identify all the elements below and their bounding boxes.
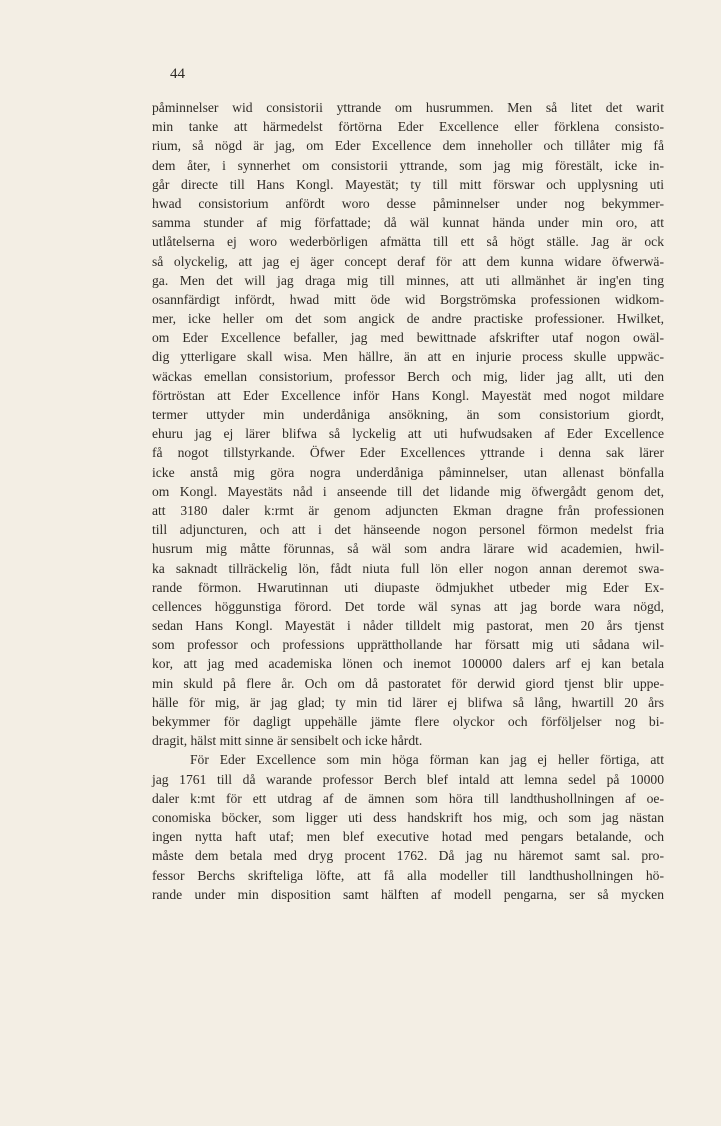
text-line: husrum mig måtte förunnas, så wäl som andra lärare wid academien, hwil- bbox=[152, 541, 664, 557]
text-line: som professor och professions upprätthollande har försatt mig uti sådana wil- bbox=[152, 637, 664, 653]
text-line: hwad consistorium anfördt woro desse påminnelser under nog bekymmer- bbox=[152, 195, 664, 211]
text-line: ingen nytta haft utaf; men blef executive hotad med pengars betalande, och bbox=[152, 829, 664, 845]
text-line: sedan Hans Kongl. Mayestät i nåder tilldelt mig pastorat, men 20 års tjenst bbox=[152, 618, 664, 634]
paragraph bbox=[152, 750, 664, 904]
text-line: cellences höggunstiga förord. Det torde wäl synas att jag borde wara nögd, bbox=[152, 598, 664, 614]
text-line: fessor Berchs skrifteliga löfte, att få alla modeller till landthushollningen hö- bbox=[152, 867, 664, 883]
text-line: rium, så nögd är jag, om Eder Excellence dem inneholler och tillåter mig få bbox=[152, 138, 664, 154]
text-line: ka saknadt tillräckelig lön, fådt niuta full lön eller nogon annan deremot swa- bbox=[152, 560, 664, 576]
text-line: måste dem betala med dryg procent 1762. Då jag nu häremot samt sal. pro- bbox=[152, 848, 664, 864]
text-line: påminnelser wid consistorii yttrande om husrummen. Men så litet det warit bbox=[152, 100, 664, 115]
text-line: bekymmer för dagligt uppehälle jämte flere olyckor och förföljelser nog bi- bbox=[152, 714, 664, 729]
text-line: osannfärdigt infördt, hwad mitt öde wid Borgströmska professionen widkom- bbox=[152, 291, 664, 307]
text-line: dem åter, i synnerhet om consistorii yttrande, som jag mig förestält, icke in- bbox=[152, 157, 664, 173]
text-line: dragit, hälst mitt sinne är sensibelt och icke hårdt. bbox=[152, 733, 423, 749]
text-line: kor, att jag med academiska lönen och inemot 100000 dalers arf ej kan betala bbox=[152, 656, 664, 672]
text-line: rande förmon. Hwarutinnan uti diupaste ödmjukhet utbeder mig Eder Ex- bbox=[152, 579, 664, 595]
text-line: daler k:mt för ett utdrag af de ämnen som höra till landthushollningen af oe- bbox=[152, 790, 664, 806]
paragraph bbox=[152, 98, 664, 750]
text-line: samma stunder af mig författade; då wäl kunnat hända under min oro, att bbox=[152, 215, 664, 231]
text-line: ga. Men det will jag draga mig till minnes, att uti allmänhet är ing'en ting bbox=[152, 272, 664, 288]
text-line: förtröstan att Eder Excellence inför Hans Kongl. Mayestät med nogot mildare bbox=[152, 387, 664, 403]
text-line: till adjuncturen, och att i det hänseende nogon personel förmon medelst fria bbox=[152, 522, 664, 538]
text-line: min skuld på flere år. Och om då pastoratet för derwid giord tjenst blir uppe- bbox=[152, 675, 664, 691]
text-line: få nogot tillstyrkande. Öfwer Eder Excellences yttrande i denna sak lärer bbox=[152, 445, 664, 461]
text-line: om Kongl. Mayestäts nåd i anseende till det lidande mig öfwergådt genom det, bbox=[152, 483, 664, 499]
page-number: 44 bbox=[170, 66, 185, 82]
text-line: att 3180 daler k:rmt är genom adjuncten Ekman dragne från professionen bbox=[152, 502, 664, 518]
text-line: conomiska böcker, som ligger uti dess handskrift hos mig, och som jag nästan bbox=[152, 809, 664, 825]
text-line: jag 1761 till då warande professor Berch blef intald att lemna sedel på 10000 bbox=[152, 771, 664, 787]
text-line: hälle för mig, är jag glad; ty min tid lärer ej blifwa så lång, hwartill 20 års bbox=[152, 694, 664, 710]
text-line: icke anstå mig göra nogra underdåniga påminnelser, utan allenast bönfalla bbox=[152, 464, 664, 480]
text-line: ehuru jag ej lärer blifwa så lyckelig att uti hufwudsaken af Eder Excellence bbox=[152, 426, 664, 442]
body-text bbox=[152, 98, 664, 904]
text-line: går directe till Hans Kongl. Mayestät; ty till mitt förswar och upplysning uti bbox=[152, 176, 664, 192]
text-line: min tanke att härmedelst förtörna Eder Excellence eller förklena consisto- bbox=[152, 119, 664, 135]
text-line: dig ytterligare skall wisa. Men hällre, än att en injurie process skulle uppwäc- bbox=[152, 349, 664, 365]
text-line: termer uttyder min underdåniga ansökning, än som consistorium giordt, bbox=[152, 407, 664, 422]
text-line: För Eder Excellence som min höga förman kan jag ej heller förtiga, att bbox=[190, 752, 664, 768]
text-line: utlåtelserna ej woro wederbörligen afmätta till ett så högt ställe. Jag är ock bbox=[152, 234, 664, 250]
text-line: om Eder Excellence befaller, jag med bewittnade afskrifter utaf nogon owäl- bbox=[152, 330, 664, 346]
text-line: rande under min disposition samt hälften af modell pengarna, ser så mycken bbox=[152, 886, 664, 902]
text-line: wäckas emellan consistorium, professor Berch och mig, lider jag allt, uti den bbox=[152, 368, 664, 384]
text-line: mer, icke heller om det som angick de andre practiske professioner. Hwilket, bbox=[152, 311, 664, 327]
text-line: så olyckelig, att jag ej äger concept deraf för att dem kunna widare öfwerwä- bbox=[152, 253, 664, 269]
